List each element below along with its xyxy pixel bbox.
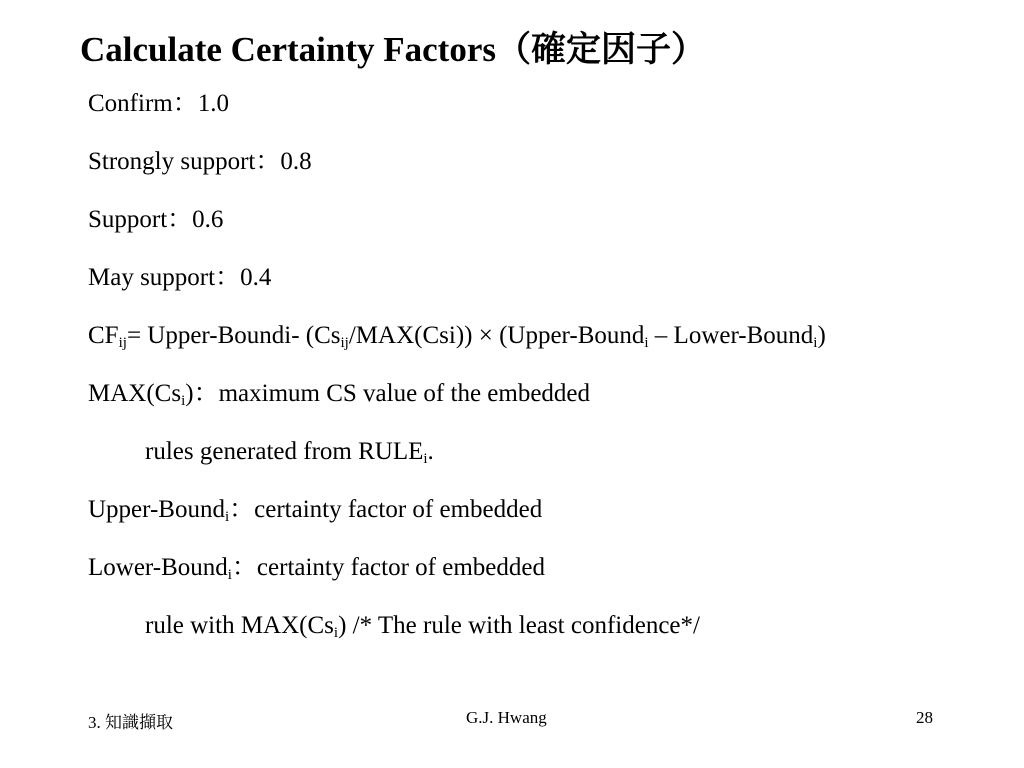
footer-author: G.J. Hwang <box>466 708 547 727</box>
confirm-line: Confirm：1.0 <box>88 90 229 117</box>
max-continuation-text: . <box>427 438 434 465</box>
cf-formula-line <box>88 322 826 350</box>
max-continuation-text: rules generated from RULE <box>145 438 424 465</box>
upper-bound-subscript: i <box>224 509 230 525</box>
max-definition-text: MAX(Cs <box>88 380 182 407</box>
lower-bound-text: Lower-Bound <box>88 554 228 581</box>
lower-bound-text: ：certainty factor of embedded <box>231 554 545 581</box>
footer-page-number: 28 <box>916 708 933 727</box>
lower-bound-continuation <box>145 612 700 640</box>
cf-formula-subscript: ij <box>340 335 349 351</box>
cf-formula-text: – Lower-Bound <box>648 322 814 349</box>
footer-chapter: 3. 知識擷取 <box>88 713 173 732</box>
cf-formula-subscript: i <box>644 335 649 351</box>
max-definition-continuation <box>145 438 434 466</box>
cf-formula-text: ) <box>817 322 826 349</box>
max-continuation-subscript: i <box>423 451 428 467</box>
lower-bound-subscript: i <box>227 567 232 583</box>
strongly-support-line: Strongly support：0.8 <box>88 148 312 175</box>
upper-bound-definition-line <box>88 496 542 524</box>
support-line: Support：0.6 <box>88 206 224 233</box>
max-definition-subscript: i <box>181 393 186 409</box>
upper-bound-text: Upper-Bound <box>88 496 225 523</box>
lower-continuation-text: ) /* The rule with least confidence*/ <box>338 612 700 639</box>
cf-formula-subscript: ij <box>118 335 127 351</box>
lower-continuation-subscript: i <box>333 625 339 641</box>
max-definition-text: )：maximum CS value of the embedded <box>185 380 591 407</box>
upper-bound-text: ：certainty factor of embedded <box>229 496 543 523</box>
slide-title: Calculate Certainty Factors（確定因子） <box>80 30 706 69</box>
lower-bound-definition-line <box>88 554 545 582</box>
cf-formula-text: = Upper-Boundi- (Cs <box>126 322 341 349</box>
lower-continuation-text: rule with MAX(Cs <box>145 612 334 639</box>
may-support-line: May support：0.4 <box>88 264 272 291</box>
cf-formula-subscript: i <box>813 335 818 351</box>
max-definition-line <box>88 380 590 408</box>
cf-formula-text: /MAX(Csi)) × (Upper-Bound <box>348 322 645 349</box>
cf-formula-text: CF <box>88 322 119 349</box>
